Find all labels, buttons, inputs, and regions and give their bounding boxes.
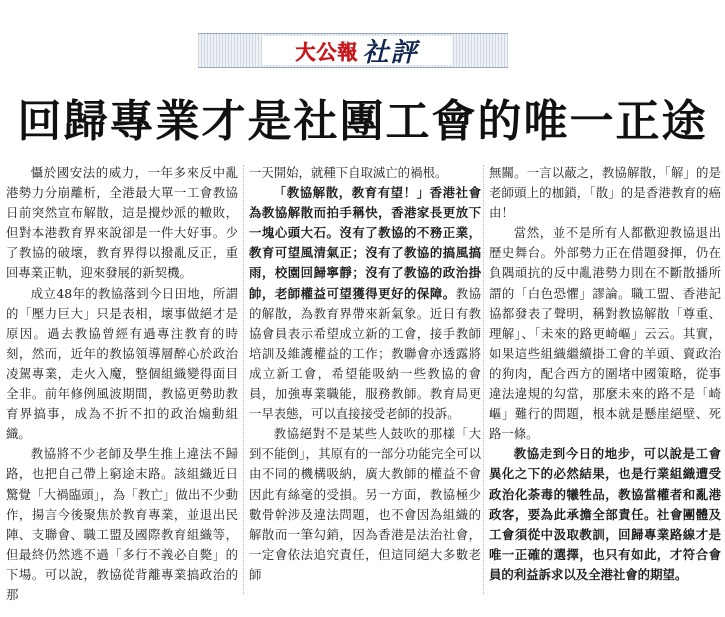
article-column-2: [249, 163, 481, 585]
banner-title-box: [262, 36, 452, 68]
paragraph: 成立48年的教協落到今日田地，所謂的「壓力巨大」只是表相，壞事做絕才是原因。過去教協曾經有過專注教育的時刻，然而，近年的教協領導層醉心於政治凌駕專業，走火入魔，整個組織變得面目全非。前年修例風波期間，教協更勢助教育界搞事，成為不折不扣的政治煽動組織。: [6, 285, 238, 442]
paragraph: 無關。一言以蔽之，教協解散，「解」的是老師頭上的枷鎖，「散」的是香港教育的癌由！: [489, 165, 721, 221]
column-divider: [243, 165, 244, 595]
editorial-banner: [198, 33, 508, 68]
paragraph: 教協絕對不是某些人鼓吹的那樣「大到不能倒」，其原有的一部分功能完全可以由不同的機構吸納，廣大教師的權益不會因此有絲毫的受損。另一方面，教協極少數骨幹涉及違法問題，也不會因為組織的解散而一筆勾銷，因為香港是法治社會，一定會依法追究責任，但這同絕大多數老師: [249, 426, 481, 582]
section-label: 社評: [362, 38, 419, 68]
bold-text: 香港社會為教協解散而拍手稱快，香港家長更放下一塊心頭大石。沒有了教協的不務正業，教育可望風清氣正；沒有了教協的搞風搞雨，校園回歸寧靜；沒有了教協的政治掛帥，老師權益可望獲得更好的保障。: [249, 185, 482, 301]
article-column-3: [489, 163, 721, 585]
paragraph: [249, 183, 481, 424]
article-column-1: [6, 163, 238, 605]
body-text: 教協的解散，為教育界帶來新氣象。近日有教協會員表示希望成立新的工會，接手教師培訓及維護權益的工作；教聯會亦透露將成立新工會，希望能吸納一些教協的會員，加強專業職能，服務教師。教育局更一早表態，可以直接接受老師的投訴。: [249, 285, 482, 422]
paragraph: 教協將不少老師及學生推上違法不歸路，也把自己帶上窮途末路。該組織近日驚覺「大禍臨頭」，為「教亡」做出不少動作，揚言今後聚焦於教育專業，並退出民陣、支聯會、職工盟及國際教育組織等，但最終仍然逃不過「多行不義必自斃」的下場。可以說，教協從背離專業搞政治的那: [6, 446, 238, 602]
page-title: 回歸專業才是社團工會的唯一正途: [17, 96, 708, 147]
paragraph: 一天開始，就種下自取滅亡的禍根。: [249, 165, 448, 180]
bold-conclusion: 教協走到今日的地步，可以說是工會異化之下的必然結果，也是行業組織遭受政治化荼毒的犧牲品，教協當權者和亂港政客，要為此承擔全部責任。社會團體及工會須從中汲取教訓，回歸專業路線才是唯一正確的選擇，也只有如此，才符合會員的利益訴求以及全港社會的期望。: [489, 446, 721, 582]
paragraph: 懾於國安法的威力，一年多來反中亂港勢力分崩離析，全港最大單一工會教協日前突然宣布解散，這是攪炒派的轍敗，但對本港教育界來說卻是一件大好事。少了教協的破壞，教育界得以撥亂反正，重回專業正軌，迎來發展的新契機。: [6, 165, 238, 281]
column-divider: [483, 165, 484, 595]
paragraph: 當然，並不是所有人都歡迎教協退出歷史舞台。外部勢力正在借題發揮，仍在負隅頑抗的反中亂港勢力則在不斷散播所謂的「白色恐懼」謬論。職工盟、香港記協都發表了聲明，稱對教協解散「尊重、理解」、「未來的路更崎嶇」云云。其實，如果這些組織繼續掛工會的羊頭、賣政治的狗肉，配合西方的圍堵中國策略，從事違法違規的勾當，那麼未來的路不是「崎嶇」難行的問題，根本就是懸崖絕壁、死路一條。: [489, 225, 721, 442]
bold-quote: 「教協解散，教育有望！」: [273, 185, 430, 201]
newspaper-logo: 大公報: [295, 40, 359, 64]
